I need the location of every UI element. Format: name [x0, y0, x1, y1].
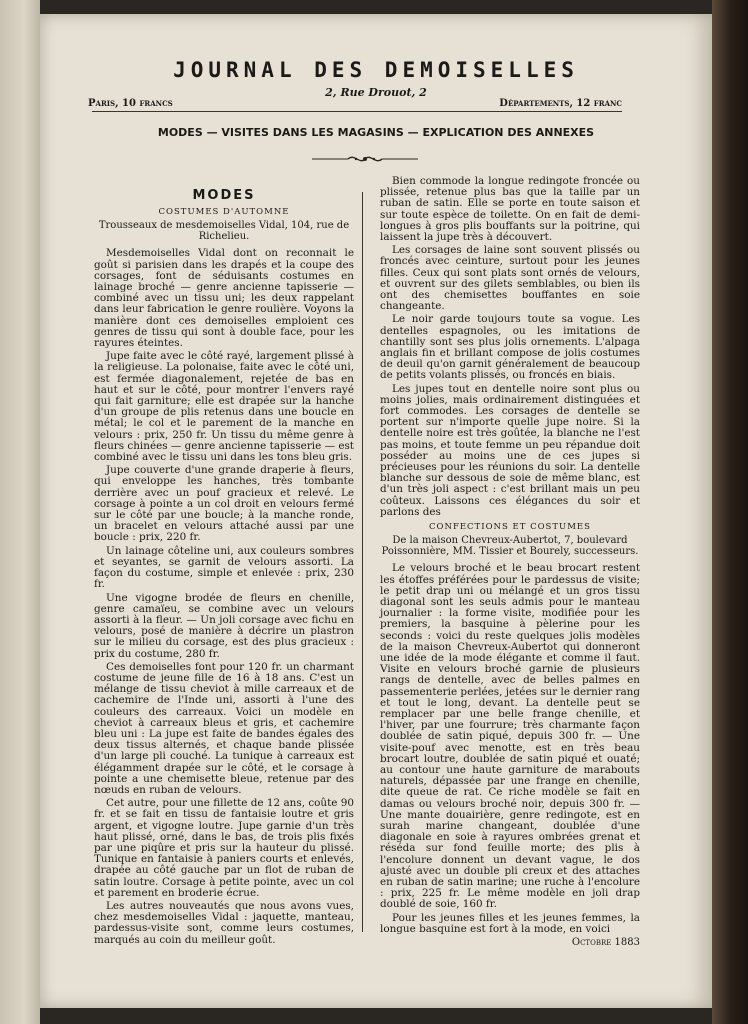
paragraph: Les autres nouveautés que nous avons vues, chez mesdemoiselles Vidal : jaquette, manteau, pardessus-visite sont, comme leurs costumes, marqués au coin du meilleur goût.: [94, 899, 354, 946]
paragraph: Bien commode la longue redingote froncée ou plissée, retenue plus bas que la taille par un ruban de satin. Elle se porte en toute saison et sur toute espèce de toilette. On en fait de demi-longues à gros plis bouffants sur la poitrine, qui laissent la jupe très à découvert.: [380, 175, 640, 244]
paragraph: Les corsages de laine sont souvent plissés ou froncés avec ceinture, surtout pour les jeunes filles. Ceux qui sont plats sont ornés de velours, et ouvrent sur des gilets semblables, ou bien ils ont des chemisettes bouffantes en soie changeante.: [380, 244, 640, 313]
flourish-icon: [310, 153, 420, 165]
price-departements: Départements, 12 franc: [499, 98, 622, 109]
paragraph: Pour les jeunes filles et les jeunes femmes, la longue basquine est fort à la mode, en voici: [380, 911, 640, 935]
paragraph: Le noir garde toujours toute sa vogue. Les dentelles espagnoles, ou les imitations de chantilly sont ses plus jolis ornements. L'alpaga anglais fin et brillant compose de jolis costumes de deuil qu'on garnit généralement de beaucoup de petits volants plissés, ou froncés en biais.: [380, 313, 640, 382]
masthead-address: 2, Rue Drouot, 2: [325, 86, 427, 99]
vidal-caption: Trousseaux de mesdemoiselles Vidal, 104, rue de Richelieu.: [98, 220, 350, 243]
issue-date: Octobre 1883: [571, 937, 640, 948]
paragraph: Le velours broché et le beau brocart restent les étoffes préférées pour le pardessus de visite; le petit drap uni ou mélangé et un gros tissu diagonal sont les seuls admis pour le manteau journalier : la forme visite, modifiée pour les premiers, la basquine à pèlerine pour les seconds : voici du reste quelques jolis modèles de la maison Chevreux-Aubertot qui donneront une idée de la mode élégante et comme il faut. Visite en velours broché garnie de plusieurs rangs de dentelle, avec de belles palmes en passementerie perlées, jetées sur le dernier rang et tout le long, devant. La dentelle peut se remplacer par une belle frange chenille, et l'hiver, par une fourrure; très charmante façon doublée de satin piqué, depuis 300 fr. — Une visite-pouf avec menotte, est en très beau brocart loutre, doublée de satin piqué et ouaté; au contour une haute garniture de marabouts naturels, dépassée par une frange en chenille, dite queue de rat. Ce riche modèle se fait en damas ou velours broché noir, depuis 300 fr. — Une mante douairière, genre redingote, est en surah marine changeant, doublée d'une diagonale en soie à rayures ombrées grenat et réséda sur fond feuille morte; des plis à l'encolure donnent un devant vague, le dos ajusté avec un double pli creux et des attaches en ruban de satin marine; une ruche à l'encolure : prix, 225 fr. Le même modèle en joli drap doublé de soie, 160 fr.: [380, 562, 641, 911]
journal-page: [40, 14, 712, 1008]
paragraph: Un lainage côteline uni, aux couleurs sombres et seyantes, se garnit de velours assorti. La façon du costume, simple et enlevée : prix, 230 fr.: [94, 544, 354, 591]
paragraph: Jupe couverte d'une grande draperie à fleurs, qui enveloppe les hanches, très tombante derrière avec un pouf gracieux et relevé. Le corsage à pointe a un col droit en velours fermé sur le côté par une boucle; à la manche ronde, un bracelet en velours attaché aussi par une boucle : prix, 220 fr.: [94, 464, 354, 544]
column-divider: [362, 192, 363, 932]
masthead-title: JOURNAL DES DEMOISELLES: [173, 58, 579, 82]
confections-subhead: CONFECTIONS ET COSTUMES: [429, 522, 591, 533]
masthead-rule: [92, 111, 622, 112]
ornament-divider: [310, 152, 420, 166]
sections-line: MODES — VISITES DANS LES MAGASINS — EXPLICATION DES ANNEXES: [157, 126, 595, 139]
modes-heading: MODES: [192, 188, 256, 203]
book-binding-edge: [712, 0, 748, 1024]
previous-page-edge: [0, 0, 40, 1024]
left-column: [94, 176, 354, 948]
paragraph: Cet autre, pour une fillette de 12 ans, coûte 90 fr. et se fait en tissu de fantaisie loutre et gris argent, et vigogne loutre. Jupe garnie d'un très haut plissé, orné, dans le bas, de trois plis fixés par une piqûre et pris sur la hauteur du plissé. Tunique en fantaisie à paniers courts et enlevés, drapée au côté gauche par un flot de ruban de satin loutre. Corsage à petite pointe, avec un col et parement en broderie écrue.: [94, 797, 354, 899]
price-paris: Paris, 10 francs: [88, 98, 173, 109]
paragraph: Ces demoiselles font pour 120 fr. un charmant costume de jeune fille de 16 à 18 ans. C'est un mélange de tissu cheviot à mille carreaux et de cachemire de l'Inde uni, assorti à l'une des couleurs des carreaux. Voici un modèle en cheviot à carreaux bleus et gris, et cachemire bleu uni : La jupe est faite de bandes égales des deux tissus alternés, et chaque bande plissée d'un large pli couché. La tunique à carreaux est élégamment drapée sur le côté, et le corsage à pointe a une chemisette bleue, retenue par des nœuds en ruban de velours.: [94, 660, 354, 796]
paragraph: Les jupes tout en dentelle noire sont plus ou moins jolies, mais ordinairement distinguées et fort commodes. Les corsages de dentelle se portent sur n'importe quelle jupe noire. Si la dentelle noire est très goûtée, la blanche ne l'est pas moins, et toute femme un peu répandue doit posséder au moins une de ces jupes si précieuses pour les réunions du soir. La dentelle blanche sur dessous de soie de même blanc, est d'un très joli aspect : c'est brillant mais un peu coûteux. Laissons ces élégances du soir et parlons des: [380, 382, 640, 518]
costumes-subhead: COSTUMES D'AUTOMNE: [158, 207, 290, 218]
chevreux-caption: De la maison Chevreux-Aubertot, 7, boulevard Poissonnière, MM. Tissier et Bourely, successeurs.: [381, 535, 639, 558]
right-column: [380, 176, 640, 948]
paragraph: Une vigogne brodée de fleurs en chenille, genre camaïeu, se combine avec un velours assorti à la fleur. — Un joli corsage avec fichu en velours, posé de manière à décrire un plastron sur le milieu du corsage, est des plus gracieux : prix du costume, 280 fr.: [94, 591, 354, 660]
paragraph: Mesdemoiselles Vidal dont on reconnait le goût si parisien dans les drapés et la coupe des corsages, font de séduisants costumes en lainage broché — genre ancienne tapisserie — combiné avec un tissu uni; les deux rappelant dans leur fabrication le genre roulière. Voyons la manière dont ces demoiselles emploient ces genres de tissu qui sont à double face, pour les rayures éteintes.: [94, 247, 354, 350]
paragraph: Jupe faite avec le côté rayé, largement plissé à la religieuse. La polonaise, faite avec le côté uni, est fermée diagonalement, rejetée de bas en haut et sur le côté, pour montrer l'envers rayé qui fait garniture; elle est drapée sur la hanche d'un groupe de plis retenus dans une boucle en métal; le col et le parement de la manche en velours : prix, 250 fr. Un tissu du même genre à fleurs chinées — genre ancienne tapisserie — est combiné avec le tissu uni dans les tons bleu gris.: [94, 350, 354, 464]
